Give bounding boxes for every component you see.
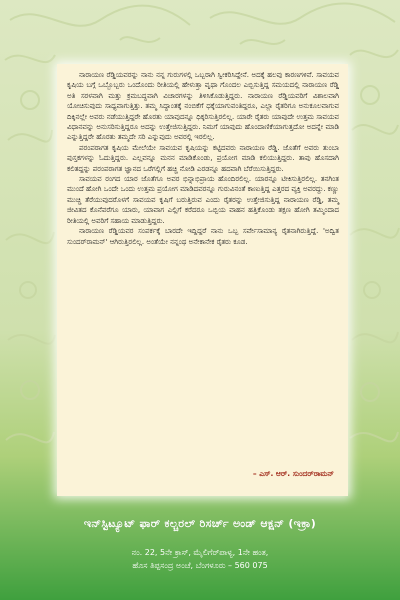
institute-name: ಇನ್‌ಸ್ಟಿಟ್ಯೂಟ್ ಫಾರ್ ಕಲ್ಚರಲ್ ರಿಸರ್ಚ್ ಅಂಡ್ ಆಕ್ಷನ್ (ಇಕ್ರಾ): [83, 517, 317, 530]
paragraph-4: ನಾರಾಯಣ ರೆಡ್ಡಿಯವರ ಸಂಪರ್ಕಕ್ಕೆ ಬಾರದೇ ಇದ್ದಿದ್ದರೆ ನಾನು ಒಬ್ಬ ಸರ್ವೇಸಾಮಾನ್ಯ ರೈತನಾಗಿರುತ್ತಿದ್ದೆ. 'ಅದ್ವಿತ ಸುಂದರ್‌ರಾಮನ್' ಆಗಿರುತ್ತಿರಲಿಲ್ಲ. ಅಂತೆಯೇ ನನ್ನಂಥ ಅನೇಕಾನೇಕ ರೈತರು ಕೂಡ.: [67, 227, 339, 246]
author-signature: – ಎಸ್. ಆರ್. ಸುಂದರ್‌ರಾಮನ್: [252, 469, 334, 478]
address-line-2: ಹೊಸ ತಿಪ್ಪಸಂದ್ರ ಅಂಚೆ, ಬೆಂಗಳೂರು – 560 075: [132, 561, 268, 570]
paragraph-3: ಸಾವಯವ ರಂಗದ ಯಾರ ಜೊತೆಗೂ ಅವರ ಭಿನ್ನಾಭಿಪ್ರಾಯ ಹೊಂದಿರಲಿಲ್ಲ. ಯಾರನ್ನೂ ಟೀಕಿಸುತ್ತಿರಲಿಲ್ಲ. ತನಗಿಂತ ಮುಂದೆ ಹೋಗಿ ಒಂದೇ ಒಂದು ಉತ್ತಮ ಪ್ರಯೋಗ ಮಾಡಿದವರನ್ನೂ ಗುರುವಿನಂತೆ ಕಾಣುತ್ತಿದ್ದ ಎತ್ತರದ ವ್ಯಕ್ತಿ ಅವರದ್ದು. ಕಣ್ಣು ಮುಚ್ಚಿ ತೆರೆಯುವುದರೊಳಗೆ ಸಾವಯವ ಕೃಷಿಗೆ ಬರುತ್ತಿರುವ ಎಂದು ರೈತರನ್ನು ಉತ್ತೇಜಿಸುತ್ತಿದ್ದ ನಾರಾಯಣ ರೆಡ್ಡಿ, ತಮ್ಮ ಜೀವಿತದ ಕೊನೆವರೆಗೂ ಯಾರು, ಯಾವಾಗ ಎಲ್ಲಿಗೆ ಕರೆದರೂ ಒಬ್ಬಿಯ ವಾಹನ ಹತ್ತಿಕೊಂಡು ತಕ್ಷಣ ಹೋಗಿ ತಮ್ಮಿಂದಾದ ರೀತಿಯಲ್ಲಿ ಅವರಿಗೆ ಸಹಾಯ ಮಾಡುತ್ತಿದ್ದರು.: [67, 175, 339, 225]
address-line-1: ನಂ. 22, 5ನೇ ಕ್ರಾಸ್, ಮೈಲಿಗೆರ್‌ಪಾಳ್ಯ, 1ನೇ ಹಂತ,: [131, 548, 269, 557]
text-panel: [57, 64, 348, 496]
paragraph-2: ಪರಂಪರಾಗತ ಕೃಷಿಯ ಮೇಲೆಯೇ ಸಾವಯವ ಕೃಷಿಯನ್ನು ಕಟ್ಟಿದವರು ನಾರಾಯಣ ರೆಡ್ಡಿ. ಜೊತೆಗೆ ಅವರು ತುಂಬಾ ಪುಸ್ತಕಗಳನ್ನು ಓದುತ್ತಿದ್ದರು. ಎಲ್ಲವನ್ನೂ ಮನನ ಮಾಡಿಕೊಂಡು, ಪ್ರಯೋಗ ಮಾಡಿ ಕಲಿಯುತ್ತಿದ್ದರು. ತಾವು ಹೊಸದಾಗಿ ಕಲಿತದ್ದನ್ನು ಪರಂಪರಾಗತ ಜ್ಞಾನದ ಒರೆಗಲ್ಲಿಗೆ ಹಚ್ಚಿ ನೋಡಿ ಎರಡನ್ನೂ ಹದವಾಗಿ ಬೆರೆಯಿಸುತ್ತಿದ್ದರು.: [67, 143, 339, 173]
paragraph-1: ನಾರಾಯಣ ರೆಡ್ಡಿಯವರನ್ನು ನಾನು ನನ್ನ ಗುರುಗಳಲ್ಲಿ ಒಬ್ಬರಾಗಿ ಸ್ವೀಕರಿಸಿದ್ದೇನೆ. ಅದಕ್ಕೆ ಹಲವು ಕಾರಣಗಳಿವೆ. ಸಾವಯವ ಕೃಷಿಯ ಬಗ್ಗೆ ಒಬ್ಬೊಬ್ಬರು ಒಂದೊಂದು ರೀತಿಯಲ್ಲಿ ಹೇಳುತ್ತಾ ವೃಥಾ ಗೊಂದಲ ಎಬ್ಬಿಸುತ್ತಿದ್ದ ಸಮಯದಲ್ಲಿ ನಾರಾಯಣ ರೆಡ್ಡಿ ಅತಿ ಸರಳವಾಗಿ ಮತ್ತು ಕ್ರಮಬದ್ಧವಾಗಿ ವಿಚಾರಗಳನ್ನು ತಿಳಿಸಿಕೊಡುತ್ತಿದ್ದರು. ನಾರಾಯಣ ರೆಡ್ಡಿಯವರಿಗೆ ವಿಶಾಲವಾಗಿ ಯೋಚಿಸುವುದು ಸಾಧ್ಯವಾಗುತ್ತಿತ್ತು. ತಮ್ಮ ಸಿದ್ಧಾಂತಕ್ಕೆ ನಂಬಿಕೆಗೆ ಧಕ್ಕೆಯಾಗುವಂತಿದ್ದರೂ, ಎಲ್ಲಾ ರೈತರಿಗೂ ಅನುಕೂಲವಾಗುವ ದಿಕ್ಕಿನಲ್ಲೇ ಅವರು ನಡೆಯುತ್ತಿದ್ದರೇ ಹೊರತು ಯಾವುದನ್ನೂ ಧಿಕ್ಕರಿಸುತ್ತಿರಲಿಲ್ಲ. ಯಾರೇ ರೈತರು ಯಾವುದೇ ಉತ್ತಮ ಸಾವಯವ ವಿಧಾನವನ್ನು ಅನುಸರಿಸುತ್ತಿದ್ದರೂ ಅದನ್ನು ಉತ್ತೇಜಿಸುತ್ತಿದ್ದರು. ನಿಮಗೆ ಯಾವುದು ಹೊಂದಾಣಿಕೆಯಾಗುತ್ತದೋ ಅದನ್ನೇ ಮಾಡಿ ಎನ್ನುತ್ತಿದ್ದರೇ ಹೊರತು ತಮ್ಮದೇ ಸರಿ ಎನ್ನುವುದು ಅವರಲ್ಲಿ ಇರಲಿಲ್ಲ.: [67, 71, 339, 142]
